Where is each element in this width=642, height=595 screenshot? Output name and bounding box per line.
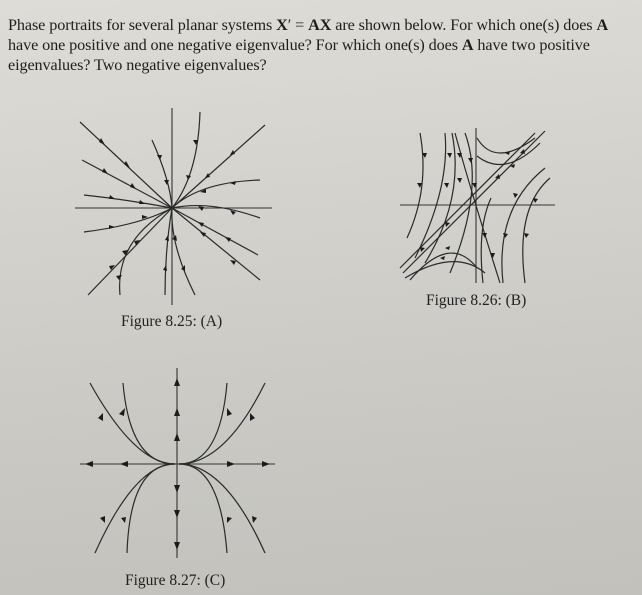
unstable-node-plot [75, 368, 285, 558]
problem-text: are shown below. For which one(s) does [331, 16, 597, 34]
figure-b-caption: Figure 8.26: (B) [426, 292, 527, 309]
saddle-plot [395, 128, 585, 288]
matrix-A: A [461, 36, 474, 54]
matrix-AX: AX [308, 16, 332, 34]
matrix-A: A [596, 16, 609, 34]
matrix-X: X [276, 16, 288, 34]
problem-statement [8, 15, 633, 75]
figure-c-phase-portrait [75, 368, 285, 558]
problem-text: have two positive eigenvalues? Two negative eigenvalues? [8, 36, 590, 74]
problem-text: have one positive and one negative eigenvalue? For which one(s) does [8, 36, 462, 54]
figure-a-phase-portrait [70, 100, 280, 310]
prime-symbol: ′ [287, 16, 292, 34]
figure-a-caption: Figure 8.25: (A) [121, 313, 223, 330]
equals-sign: = [291, 16, 309, 34]
stable-node-plot [70, 100, 280, 310]
figure-b-phase-portrait [395, 128, 585, 288]
problem-text: Phase portraits for several planar systems [8, 16, 277, 34]
figure-c-caption: Figure 8.27: (C) [125, 572, 226, 589]
